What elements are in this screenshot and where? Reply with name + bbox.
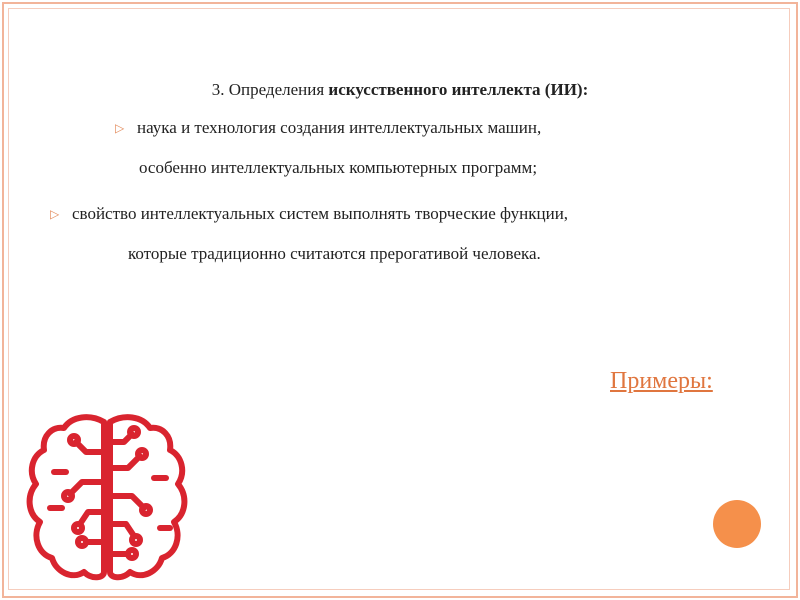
orange-circle (713, 500, 761, 548)
bullet-marker-icon: ▷ (50, 207, 60, 221)
brain-icon (24, 412, 190, 584)
bullet-1 (115, 108, 697, 188)
bullet-1-line-1: наука и технология создания интеллектуальных машин, (137, 118, 542, 137)
slide-heading (0, 80, 800, 100)
bullet-2-line-2: которые традиционно считаются прерогативой человека. (128, 244, 541, 263)
bullet-1-line-2: особенно интеллектуальных компьютерных программ; (139, 158, 538, 177)
bullet-marker-icon: ▷ (115, 121, 125, 135)
heading-prefix: 3. Определения (211, 80, 329, 99)
examples-link[interactable]: Примеры: (610, 368, 713, 394)
heading-bold: искусственного интеллекта (ИИ): (328, 80, 589, 99)
bullet-2-line-1: свойство интеллектуальных систем выполнять творческие функции, (72, 204, 569, 223)
bullet-2 (50, 194, 752, 274)
